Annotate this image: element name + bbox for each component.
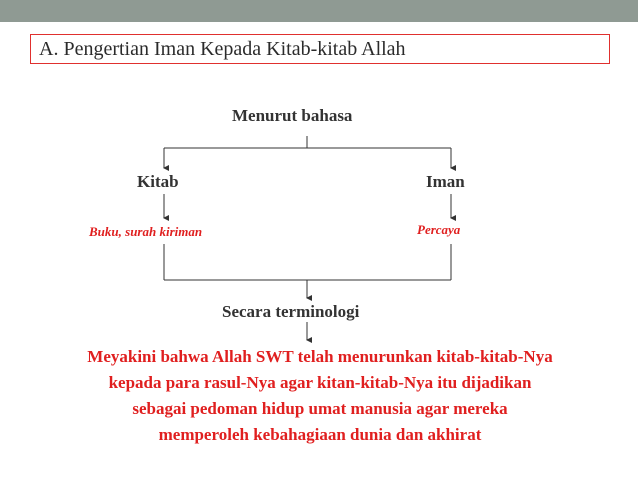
label-menurut-bahasa: Menurut bahasa xyxy=(232,106,353,125)
meaning-kitab: Buku, surah kiriman xyxy=(89,224,203,239)
meaning-iman: Percaya xyxy=(417,222,461,237)
label-secara-terminologi: Secara terminologi xyxy=(222,302,360,321)
definition-statement xyxy=(20,344,620,448)
label-kitab: Kitab xyxy=(137,172,179,191)
statement-line: memperoleh kebahagiaan dunia dan akhirat xyxy=(158,425,482,444)
slide-title: A. Pengertian Iman Kepada Kitab-kitab Allah xyxy=(39,38,406,60)
statement-line: sebagai pedoman hidup umat manusia agar mereka xyxy=(132,399,508,418)
label-iman: Iman xyxy=(426,172,465,191)
statement-line: Meyakini bahwa Allah SWT telah menurunkan kitab-kitab-Nya xyxy=(87,347,553,366)
statement-line: kepada para rasul-Nya agar kitan-kitab-Nya itu dijadikan xyxy=(108,373,532,392)
